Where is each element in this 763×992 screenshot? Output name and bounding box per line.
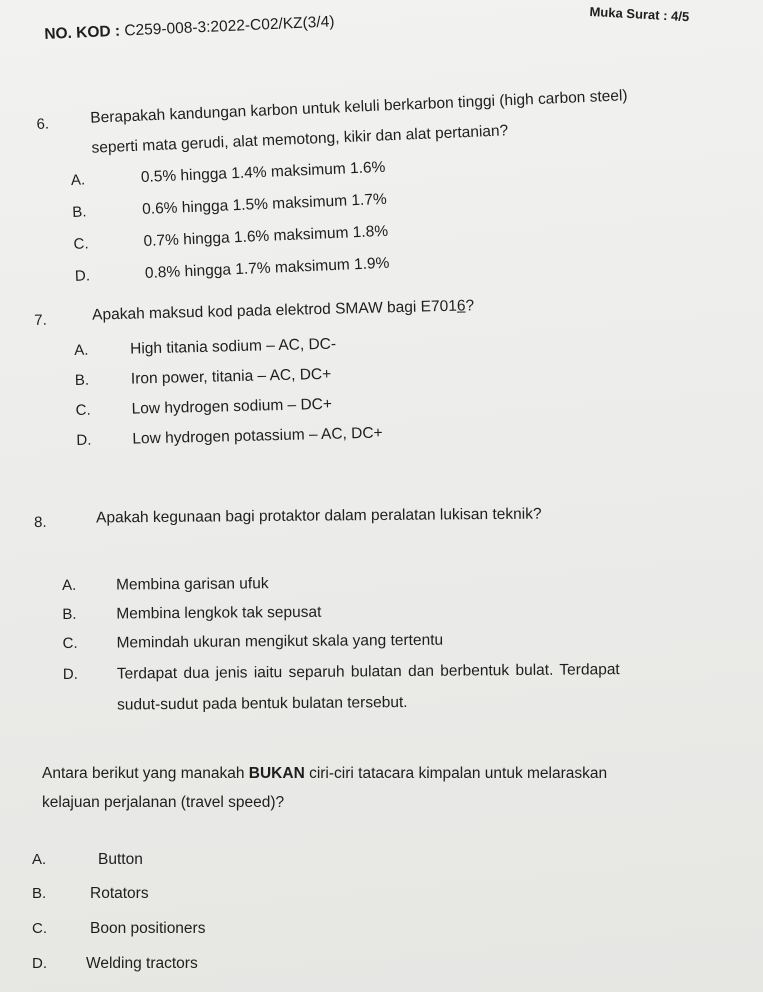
option-text: Membina garisan ufuk: [115, 575, 269, 594]
option-letter: A.: [74, 341, 89, 359]
option-text: High titania sodium – AC, DC-: [129, 335, 337, 358]
question-text-end: ?: [465, 297, 475, 315]
question-text-main: Apakah maksud kod pada elektrod SMAW bagi E701: [91, 297, 458, 324]
option-text: Button: [98, 851, 143, 868]
option-letter: A.: [70, 171, 86, 189]
option-letter: B.: [32, 885, 47, 902]
option-text: 0.8% hingga 1.7% maksimum 1.9%: [144, 254, 390, 282]
question-text-line-2: kelajuan perjalanan (travel speed)?: [42, 794, 285, 811]
question-text-underlined: 6: [456, 297, 466, 315]
course-code: [44, 13, 335, 44]
option-text: Boon positioners: [90, 920, 206, 937]
question-text: [92, 297, 474, 324]
option-letter: D.: [74, 267, 91, 285]
option-letter: A.: [32, 851, 47, 868]
option-letter: D.: [32, 955, 47, 972]
option-text: Low hydrogen sodium – DC+: [131, 395, 333, 418]
option-text: Welding tractors: [86, 955, 198, 972]
option-text: 0.5% hingga 1.4% maksimum 1.6%: [140, 158, 386, 187]
question-text: Apakah kegunaan bagi protaktor dalam peralatan lukisan teknik?: [95, 505, 542, 527]
option-letter: C.: [62, 634, 78, 652]
option-text: Memindah ukuran mengikut skala yang tertentu: [116, 631, 444, 652]
code-value: C259-008-3:2022-C02/KZ(3/4): [124, 13, 335, 40]
option-letter: B.: [71, 203, 87, 221]
option-letter: D.: [62, 665, 78, 683]
option-text: Terdapat dua jenis iaitu separuh bulatan dan berbentuk bulat. Terdapat: [116, 661, 620, 683]
option-letter: A.: [62, 576, 77, 594]
option-letter: C.: [75, 401, 91, 419]
option-letter: B.: [62, 605, 77, 623]
option-text-continued: sudut-sudut pada bentuk bulatan tersebut.: [117, 693, 408, 714]
question-number: 6.: [36, 115, 50, 133]
question-text-bold: BUKAN: [248, 765, 305, 782]
page-number-label: Muka Surat : 4/5: [589, 4, 690, 25]
option-text: Membina lengkok tak sepusat: [116, 603, 322, 623]
question-number: 7.: [34, 311, 48, 329]
option-letter: C.: [73, 235, 89, 253]
code-label: NO. KOD :: [44, 22, 125, 43]
question-text-end: ciri-ciri tatacara kimpalan untuk melaraskan: [304, 765, 608, 782]
question-text-line-1: Berapakah kandungan karbon untuk keluli berkarbon tinggi (high carbon steel): [89, 87, 628, 127]
option-letter: C.: [32, 920, 47, 937]
option-text: 0.7% hingga 1.6% maksimum 1.8%: [143, 222, 389, 250]
option-text: 0.6% hingga 1.5% maksimum 1.7%: [141, 190, 388, 219]
option-text: Iron power, titania – AC, DC+: [130, 365, 332, 388]
question-text-line-2: seperti mata gerudi, alat memotong, kikir dan alat pertanian?: [91, 122, 509, 157]
question-number: 8.: [34, 513, 47, 531]
option-letter: D.: [76, 431, 92, 449]
question-text-start: Antara berikut yang manakah: [42, 765, 249, 782]
option-text: Low hydrogen potassium – AC, DC+: [132, 424, 383, 448]
option-text: Rotators: [90, 885, 149, 902]
question-text-line-1: [42, 765, 607, 783]
option-letter: B.: [74, 371, 90, 389]
